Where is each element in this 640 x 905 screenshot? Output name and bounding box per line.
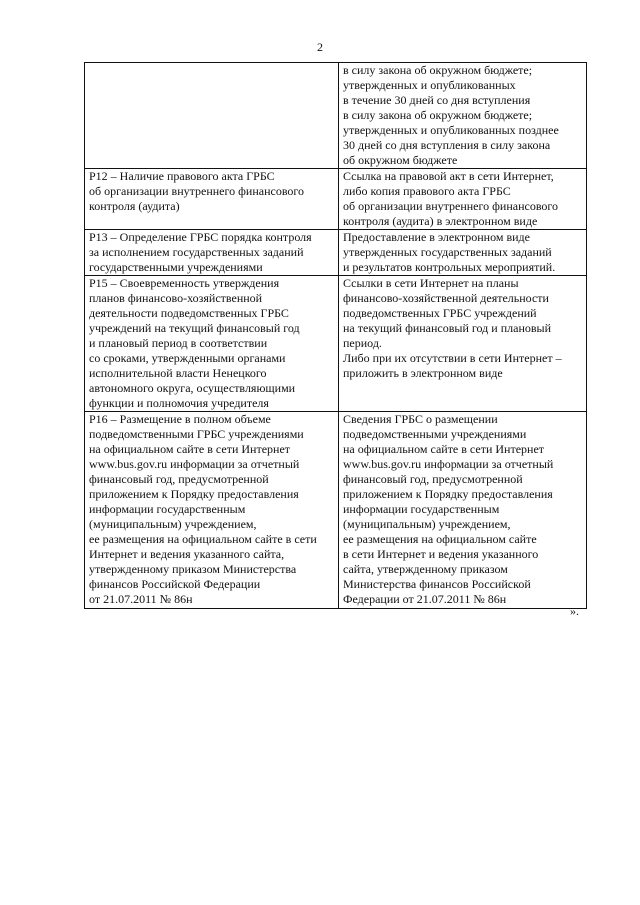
evidence-text: Ссылки в сети Интернет на планы финансово-хозяйственной деятельности подведомственных ГРБС учреждений на текущий финансовый год и плановый период. Либо при их отсутствии в сети Интернет – приложить в электронном виде: [343, 276, 562, 380]
closing-quote-mark: ».: [570, 604, 579, 618]
criterion-text: Р16 – Размещение в полном объеме подведомственными ГРБС учреждениями на официальном сайте в сети Интернет www.bus.gov.ru информации за отчетный финансовый год, предусмотренной приложением к Порядку предоставления информации государственным (муниципальным) учреждением, ее размещения на официальном сайте в сети Интернет и ведения указанного сайта, утвержденному приказом Министерства финансов Российской Федерации от 21.07.2011 № 86н: [89, 412, 317, 606]
evidence-text: Сведения ГРБС о размещении подведомственными учреждениями на официальном сайте в сети Интернет www.bus.gov.ru информации за отчетный финансовый год, предусмотренной приложением к Порядку предоставления информации государственным (муниципальным) учреждением, ее размещения на официальном сайте в сети Интернет и ведения указанного сайта, утвержденному приказом Министерства финансов Российской Федерации от 21.07.2011 № 86н: [343, 412, 554, 606]
evidence-text: Предоставление в электронном виде утвержденных государственных заданий и результатов контрольных мероприятий.: [343, 230, 556, 274]
criteria-table: [84, 62, 587, 609]
evidence-text: в силу закона об окружном бюджете; утвержденных и опубликованных в течение 30 дней со дня вступления в силу закона об окружном бюджете; утвержденных и опубликованных позднее 30 дней со дня вступления в силу закона об окружном бюджете: [343, 63, 559, 167]
evidence-cell: [339, 276, 587, 412]
criterion-text: Р12 – Наличие правового акта ГРБС об организации внутреннего финансового контроля (аудита): [89, 169, 305, 213]
table-row: [85, 230, 587, 276]
criterion-cell: [85, 169, 339, 230]
evidence-cell: [339, 412, 587, 609]
table-row: [85, 276, 587, 412]
criterion-cell: [85, 412, 339, 609]
table-row: [85, 412, 587, 609]
evidence-cell: [339, 230, 587, 276]
evidence-text: Ссылка на правовой акт в сети Интернет, либо копия правового акта ГРБС об организации внутреннего финансового контроля (аудита) в электронном виде: [343, 169, 559, 228]
page-number: 2: [317, 40, 323, 54]
table-row: [85, 169, 587, 230]
criterion-text: Р15 – Своевременность утверждения планов финансово-хозяйственной деятельности подведомственных ГРБС учреждений на текущий финансовый год и плановый период в соответствии со сроками, утвержденными органами исполнительной власти Ненецкого автономного округа, осуществляющими функции и полномочия учредителя: [89, 276, 300, 410]
criterion-text: Р13 – Определение ГРБС порядка контроля за исполнением государственных заданий государственными учреждениями: [89, 230, 312, 274]
table-row: [85, 63, 587, 169]
criterion-cell: [85, 230, 339, 276]
criterion-cell: [85, 63, 339, 169]
evidence-cell: [339, 169, 587, 230]
evidence-cell: [339, 63, 587, 169]
criterion-cell: [85, 276, 339, 412]
